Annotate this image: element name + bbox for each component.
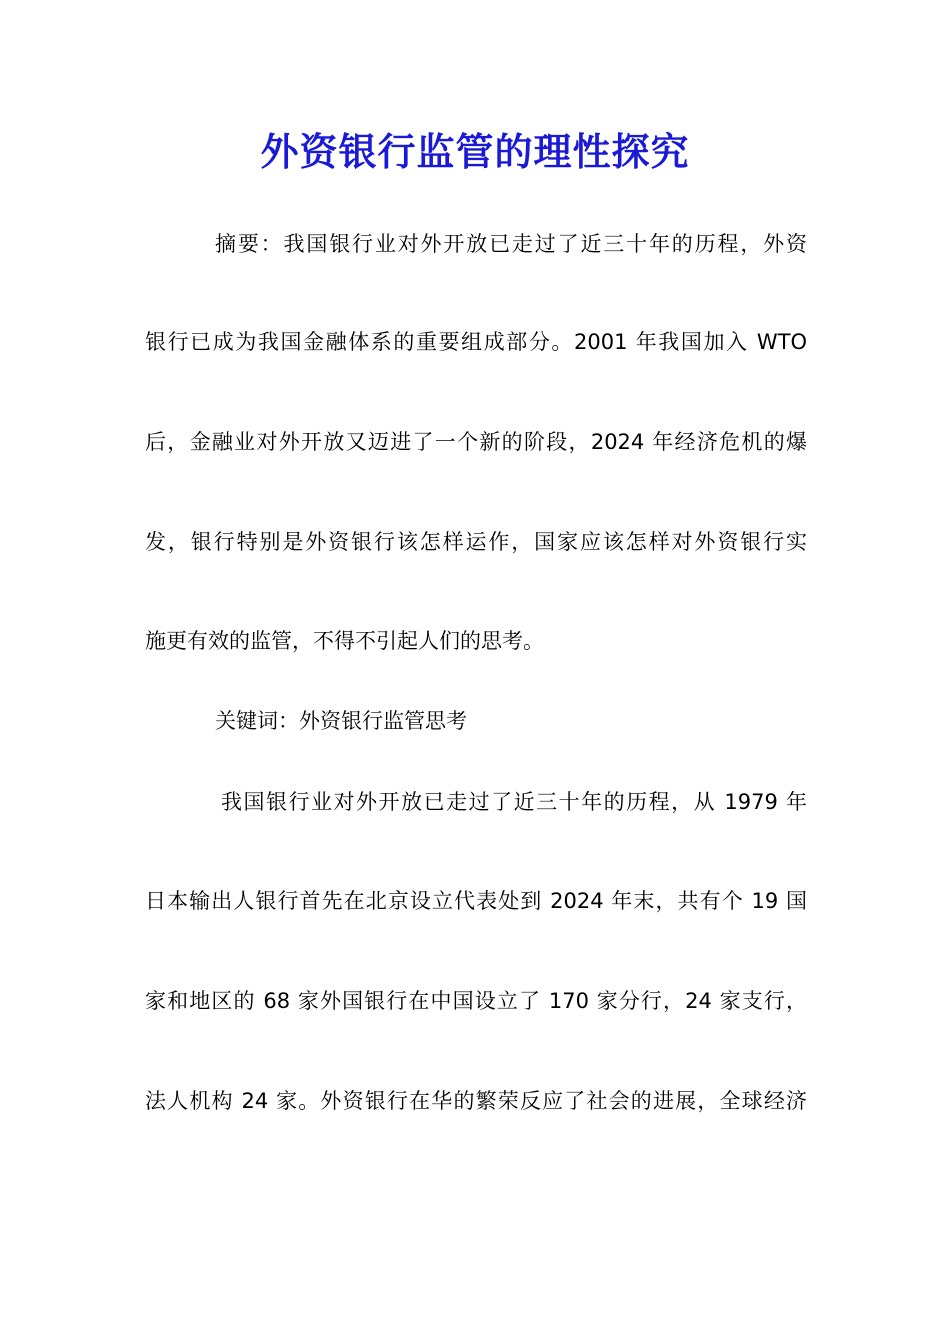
- abstract-line-4: 发，银行特别是外资银行该怎样运作，国家应该怎样对外资银行实: [145, 530, 807, 554]
- body-line-1: 我国银行业对外开放已走过了近三十年的历程，从 1979 年: [221, 790, 807, 814]
- abstract-line-1: 摘要：我国银行业对外开放已走过了近三十年的历程，外资: [215, 232, 807, 256]
- keywords-line: 关键词：外资银行监管思考: [215, 709, 467, 733]
- body-line-4: 法人机构 24 家。外资银行在华的繁荣反应了社会的进展，全球经济: [145, 1089, 807, 1113]
- document-title: 外资银行监管的理性探究: [260, 129, 690, 174]
- abstract-line-5: 施更有效的监管，不得不引起人们的思考。: [145, 629, 544, 653]
- body-line-2: 日本输出人银行首先在北京设立代表处到 2024 年末，共有个 19 国: [145, 889, 807, 913]
- abstract-line-2: 银行已成为我国金融体系的重要组成部分。2001 年我国加入 WTO: [145, 330, 807, 354]
- abstract-line-3: 后，金融业对外开放又迈进了一个新的阶段，2024 年经济危机的爆: [145, 430, 807, 454]
- body-line-3: 家和地区的 68 家外国银行在中国设立了 170 家分行，24 家支行，: [145, 989, 807, 1013]
